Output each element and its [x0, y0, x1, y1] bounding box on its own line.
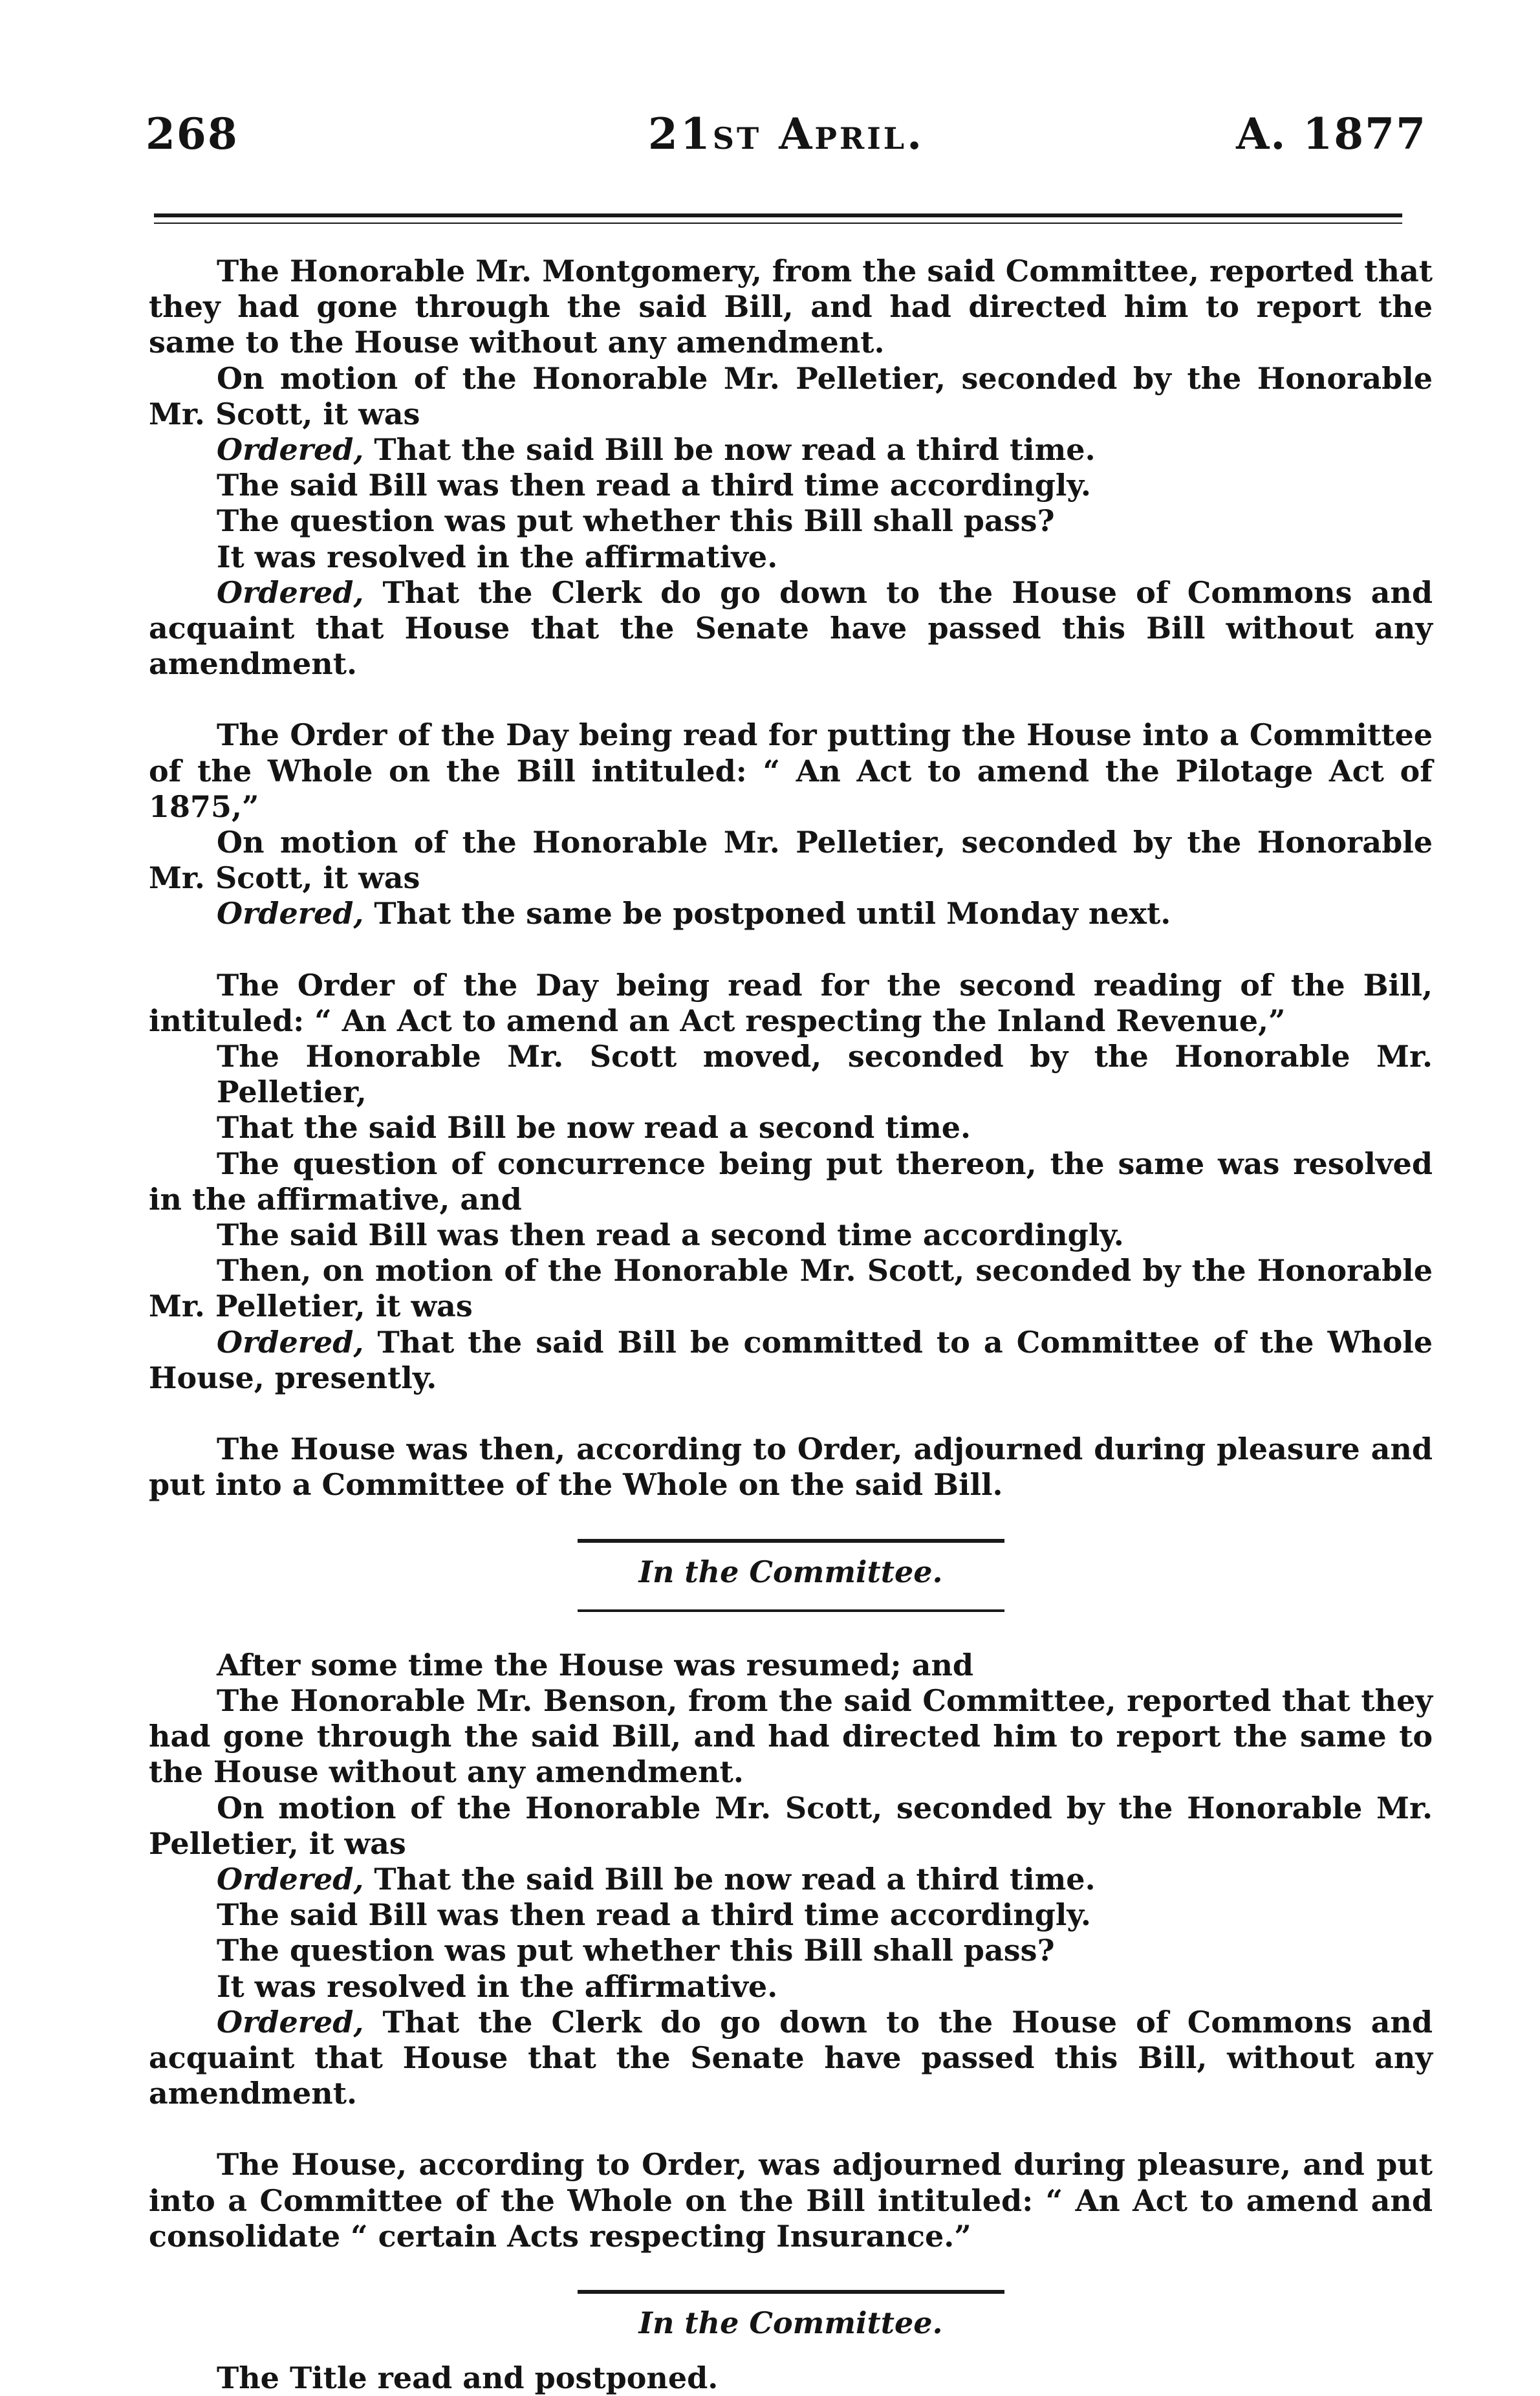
paragraph: The Honorable Mr. Benson, from the said Committee, reported that they had gone through the said Bill, and had directed him to report the same to the House without any amendment. [149, 1683, 1433, 1790]
paragraph-text: That the said Bill be committed to a Committee of the Whole House, presently. [149, 1324, 1433, 1395]
committee-heading: In the Committee. [638, 2305, 943, 2340]
paragraph: It was resolved in the affirmative. [217, 539, 778, 574]
committee-section [149, 2290, 1433, 2341]
paragraph-text: That the Clerk do go down to the House of Commons and acquaint that House that the Senate have passed this Bill without any amendment. [149, 574, 1433, 682]
ordered-label: Ordered, [217, 896, 364, 931]
ordered-label: Ordered, [217, 432, 364, 468]
paragraph-text: That the same be postponed until Monday next. [363, 896, 1171, 931]
paragraph: The said Bill was then read a third time accordingly. [217, 1897, 1091, 1933]
page-number: 268 [146, 109, 239, 159]
page-date: 21st April. [647, 109, 925, 159]
page-year: A. 1877 [1236, 109, 1427, 159]
paragraph: On motion of the Honorable Mr. Pelletier, seconded by the Honorable Mr. Scott, it was [149, 360, 1433, 431]
page-header [146, 109, 1427, 180]
paragraph: That the said Bill be now read a second time. [217, 1110, 971, 1146]
paragraph-text: That the said Bill be now read a third time. [363, 432, 1096, 468]
paragraph: The Order of the Day being read for putting the House into a Committee of the Whole on the Bill intituled: “ An Act to amend the Pilotage Act of 1875,” [149, 717, 1433, 824]
paragraph: The said Bill was then read a third time accordingly. [217, 468, 1091, 503]
paragraph-text: That the said Bill be now read a third time. [363, 1861, 1096, 1897]
committee-section [149, 1539, 1433, 1612]
ordered-label: Ordered, [217, 2004, 364, 2040]
paragraph: After some time the House was resumed; and [217, 1647, 974, 1683]
paragraph: The Order of the Day being read for the second reading of the Bill, intituled: “ An Act to amend an Act respecting the Inland Revenue,” [149, 967, 1433, 1038]
ordered-label: Ordered, [217, 1861, 364, 1897]
paragraph: On motion of the Honorable Mr. Scott, seconded by the Honorable Mr. Pelletier, it was [149, 1790, 1433, 1861]
paragraph: The question of concurrence being put thereon, the same was resolved in the affirmative, and [149, 1146, 1433, 1217]
ordered-label: Ordered, [217, 1324, 364, 1360]
paragraph: The question was put whether this Bill shall pass? [217, 1933, 1055, 1968]
paragraph: The Honorable Mr. Scott moved, seconded by the Honorable Mr. Pelletier, [217, 1039, 1433, 1110]
paragraph: The said Bill was then read a second time accordingly. [217, 1217, 1124, 1253]
paragraph [149, 896, 1433, 931]
paragraph [149, 432, 1433, 468]
paragraph: The House, according to Order, was adjourned during pleasure, and put into a Committee of the Whole on the Bill intituled: “ An Act to amend and consolidate “ certain Acts respecting Insurance.” [149, 2147, 1433, 2254]
header-rule [154, 213, 1402, 217]
paragraph: The House was then, according to Order, adjourned during pleasure and put into a Committee of the Whole on the said Bill. [149, 1432, 1433, 1503]
section-rule [578, 2290, 1004, 2294]
paragraph: It was resolved in the affirmative. [217, 1968, 778, 2004]
section-rule [578, 1609, 1004, 1612]
paragraph: The Honorable Mr. Montgomery, from the said Committee, reported that they had gone through the said Bill, and had directed him to report the same to the House without any amendment. [149, 254, 1433, 360]
paragraph: On motion of the Honorable Mr. Pelletier, seconded by the Honorable Mr. Scott, it was [149, 825, 1433, 896]
section-rule [578, 1539, 1004, 1543]
paragraph [149, 1325, 1433, 1396]
paragraph [149, 1862, 1433, 1897]
paragraph: Then, on motion of the Honorable Mr. Scott, seconded by the Honorable Mr. Pelletier, it was [149, 1253, 1433, 1324]
paragraph [149, 2005, 1433, 2112]
journal-body [149, 254, 1433, 2396]
paragraph [149, 575, 1433, 682]
committee-heading: In the Committee. [638, 1554, 943, 1589]
paragraph: The Title read and postponed. [217, 2360, 719, 2396]
paragraph-text: That the Clerk do go down to the House of Commons and acquaint that House that the Senate have passed this Bill, without any amendment. [149, 2004, 1433, 2111]
header-rule-thin [154, 223, 1402, 224]
ordered-label: Ordered, [217, 574, 364, 610]
paragraph: The question was put whether this Bill shall pass? [217, 503, 1055, 539]
